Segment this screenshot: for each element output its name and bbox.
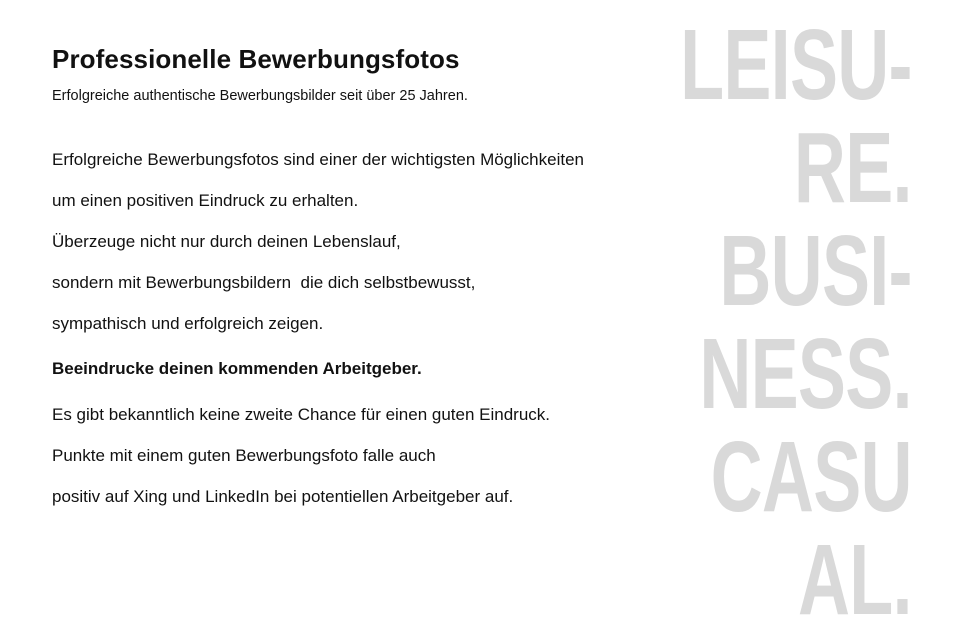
page-title: Professionelle Bewerbungsfotos bbox=[52, 44, 460, 74]
intro-paragraph bbox=[52, 139, 672, 221]
text-line: Punkte mit einem guten Bewerbungsfoto falle auch bbox=[52, 446, 436, 465]
text-line: sympathisch und erfolgreich zeigen. bbox=[52, 314, 324, 333]
watermark-text bbox=[680, 9, 912, 636]
text-line: positiv auf Xing und LinkedIn bei potentiellen Arbeitgeber auf. bbox=[52, 487, 514, 506]
watermark-line: BUSI- bbox=[719, 215, 912, 327]
text-line: Es gibt bekanntlich keine zweite Chance für einen guten Eindruck. bbox=[52, 405, 551, 424]
watermark-line: AL. bbox=[798, 524, 912, 636]
text-line: um einen positiven Eindruck zu erhalten. bbox=[52, 191, 359, 210]
main-content bbox=[52, 40, 672, 517]
emphasis-line: Beeindrucke deinen kommenden Arbeitgeber. bbox=[52, 359, 422, 378]
watermark-line: CASU bbox=[710, 421, 912, 533]
watermark-line: NESS. bbox=[699, 318, 912, 430]
watermark-line: RE. bbox=[794, 112, 912, 224]
watermark-line: LEISU- bbox=[680, 9, 912, 121]
text-line: Überzeuge nicht nur durch deinen Lebenslauf, bbox=[52, 232, 401, 251]
convince-paragraph bbox=[52, 221, 672, 344]
page-subtitle: Erfolgreiche authentische Bewerbungsbilder seit über 25 Jahren. bbox=[52, 88, 468, 104]
text-line: Erfolgreiche Bewerbungsfotos sind einer der wichtigsten Möglichkeiten bbox=[52, 150, 585, 169]
closing-paragraph bbox=[52, 394, 672, 517]
text-line: sondern mit Bewerbungsbildern die dich selbstbewusst, bbox=[52, 273, 476, 292]
